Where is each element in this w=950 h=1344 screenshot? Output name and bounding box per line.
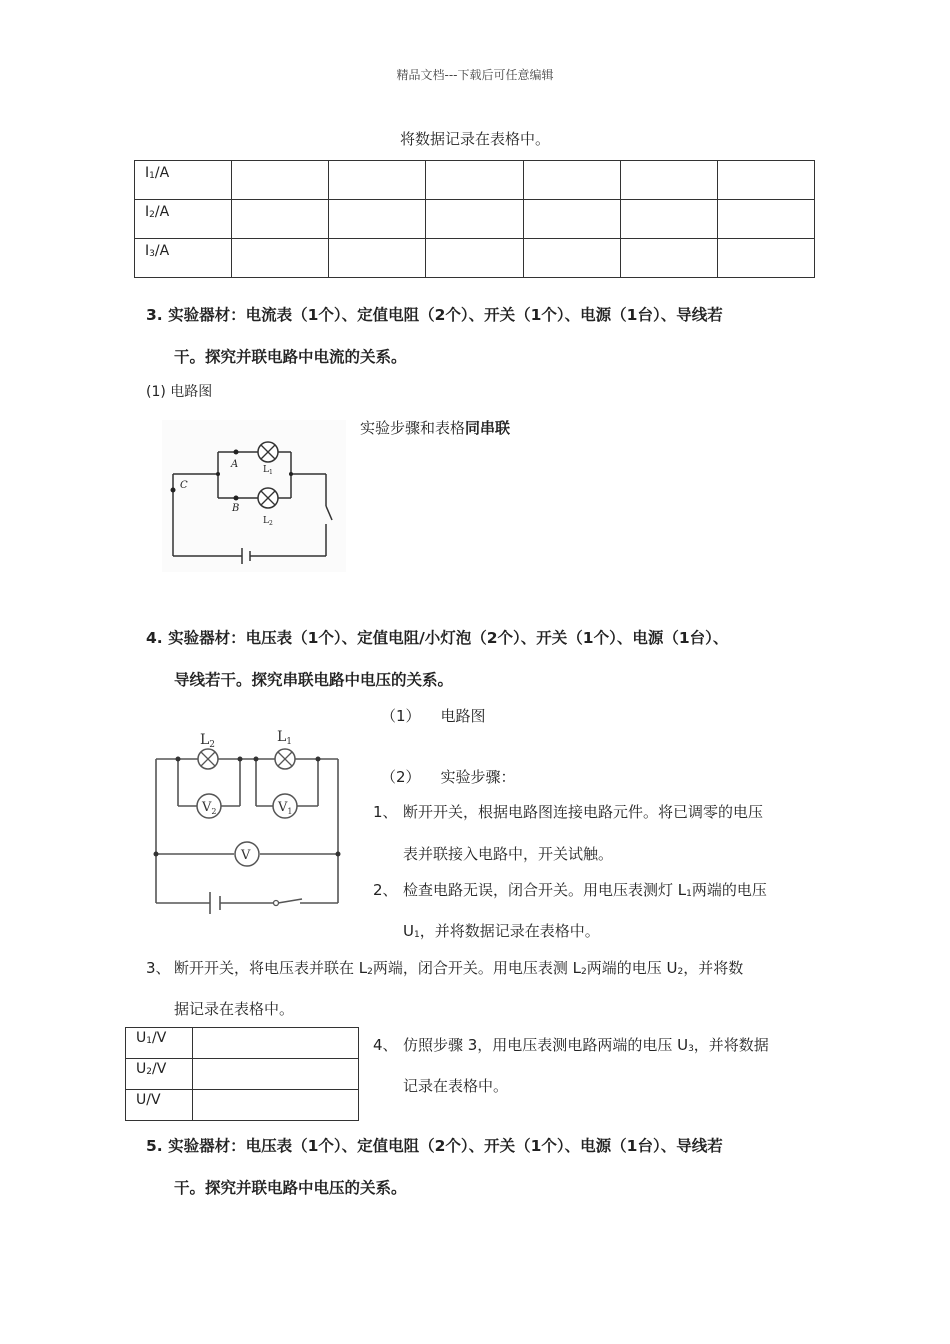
voltage-data-table	[125, 1027, 359, 1121]
intro-text: 将数据记录在表格中。	[399, 130, 550, 148]
table-cell	[193, 1059, 359, 1090]
row-label: $I_3/A$	[135, 239, 232, 278]
lamp-l2-symbol	[198, 749, 218, 769]
voltmeter-v1-symbol	[273, 794, 297, 818]
table-cell	[717, 161, 814, 200]
table-cell	[717, 200, 814, 239]
label-a: A	[231, 459, 239, 470]
section3-circuit-label: (1) 电路图	[146, 384, 213, 400]
label-b: B	[232, 503, 240, 514]
table-cell	[193, 1028, 359, 1059]
table-cell	[232, 161, 329, 200]
section4-circuit-label: （1） 电路图	[381, 707, 486, 725]
step3-line2: 据记录在表格中。	[174, 1000, 295, 1018]
table-cell	[329, 200, 426, 239]
label-l2: $L_2$	[200, 732, 216, 750]
row-label: $I_2/A$	[135, 200, 232, 239]
table-row	[135, 200, 815, 239]
section3-line1: 3. 实验器材：电流表（1个）、定值电阻（2个）、开关（1个）、电源（1台）、导线若	[146, 306, 723, 324]
section5-line1: 5. 实验器材：电压表（1个）、定值电阻（2个）、开关（1个）、电源（1台）、导线若	[146, 1137, 723, 1155]
row-label: $I_1/A$	[135, 161, 232, 200]
table-row	[135, 239, 815, 278]
voltmeter-v-symbol	[235, 842, 259, 866]
table-row	[126, 1028, 359, 1059]
series-voltage-circuit-diagram	[150, 722, 346, 918]
step1-line2: 表并联接入电路中，开关试触。	[403, 845, 614, 863]
label-l2: $L_2$	[263, 516, 273, 527]
step1-line1: 断开开关，根据电路图连接电路元件。将已调零的电压	[403, 803, 764, 821]
label-l1: $L_1$	[277, 729, 293, 747]
step2-line2: $U_1$，并将数据记录在表格中。	[403, 922, 600, 940]
table-cell	[232, 200, 329, 239]
table-cell	[329, 239, 426, 278]
section5-line2: 干。探究并联电路中电压的关系。	[174, 1179, 407, 1197]
current-data-table	[134, 160, 815, 278]
table-cell	[523, 239, 620, 278]
step1-number: 1、	[373, 803, 398, 821]
step3-line1: 断开开关，将电压表并联在 $L_2$两端，闭合开关。用电压表测 $L_2$两端的电压 $U_2$，并将数	[174, 959, 744, 977]
parallel-circuit-diagram	[162, 420, 346, 572]
row-label: U/V	[126, 1090, 193, 1121]
lamp-l2-symbol	[258, 488, 278, 508]
table-cell	[620, 200, 717, 239]
table-cell	[717, 239, 814, 278]
section4-line1: 4. 实验器材：电压表（1个）、定值电阻/小灯泡（2个）、开关（1个）、电源（1台）、	[146, 629, 729, 647]
table-cell	[523, 200, 620, 239]
table-cell	[620, 161, 717, 200]
table-cell	[426, 239, 523, 278]
svg-text:V2: $V_2$	[202, 800, 217, 816]
section3-steps-note: 实验步骤和表格同串联	[360, 419, 511, 437]
step2-number: 2、	[373, 881, 398, 899]
section3-line2: 干。探究并联电路中电流的关系。	[174, 348, 407, 366]
svg-text:V1: $V_1$	[278, 800, 293, 816]
table-row	[126, 1090, 359, 1121]
row-label: $U_2/V$	[126, 1059, 193, 1090]
step4-number: 4、	[373, 1036, 398, 1054]
table-row	[126, 1059, 359, 1090]
section4-line2: 导线若干。探究串联电路中电压的关系。	[174, 671, 454, 689]
page-header: 精品文档---下载后可任意编辑	[396, 68, 554, 82]
step2-line1: 检查电路无误，闭合开关。用电压表测灯 $L_1$两端的电压	[403, 881, 767, 899]
step4-line2: 记录在表格中。	[403, 1077, 509, 1095]
table-cell	[329, 161, 426, 200]
step3-number: 3、	[146, 959, 171, 977]
step4-line1: 仿照步骤 3，用电压表测电路两端的电压 $U_3$，并将数据	[403, 1036, 769, 1054]
section4-steps-label: （2） 实验步骤：	[381, 768, 516, 786]
table-cell	[193, 1090, 359, 1121]
label-l1: $L_1$	[263, 465, 273, 476]
voltmeter-v2-symbol	[197, 794, 221, 818]
table-cell	[523, 161, 620, 200]
lamp-l1-symbol	[275, 749, 295, 769]
row-label: $U_1/V$	[126, 1028, 193, 1059]
table-row	[135, 161, 815, 200]
svg-text:V: V	[241, 848, 251, 863]
lamp-l1-symbol	[258, 442, 278, 462]
label-c: C	[180, 480, 188, 491]
table-cell	[620, 239, 717, 278]
table-cell	[426, 200, 523, 239]
table-cell	[232, 239, 329, 278]
table-cell	[426, 161, 523, 200]
